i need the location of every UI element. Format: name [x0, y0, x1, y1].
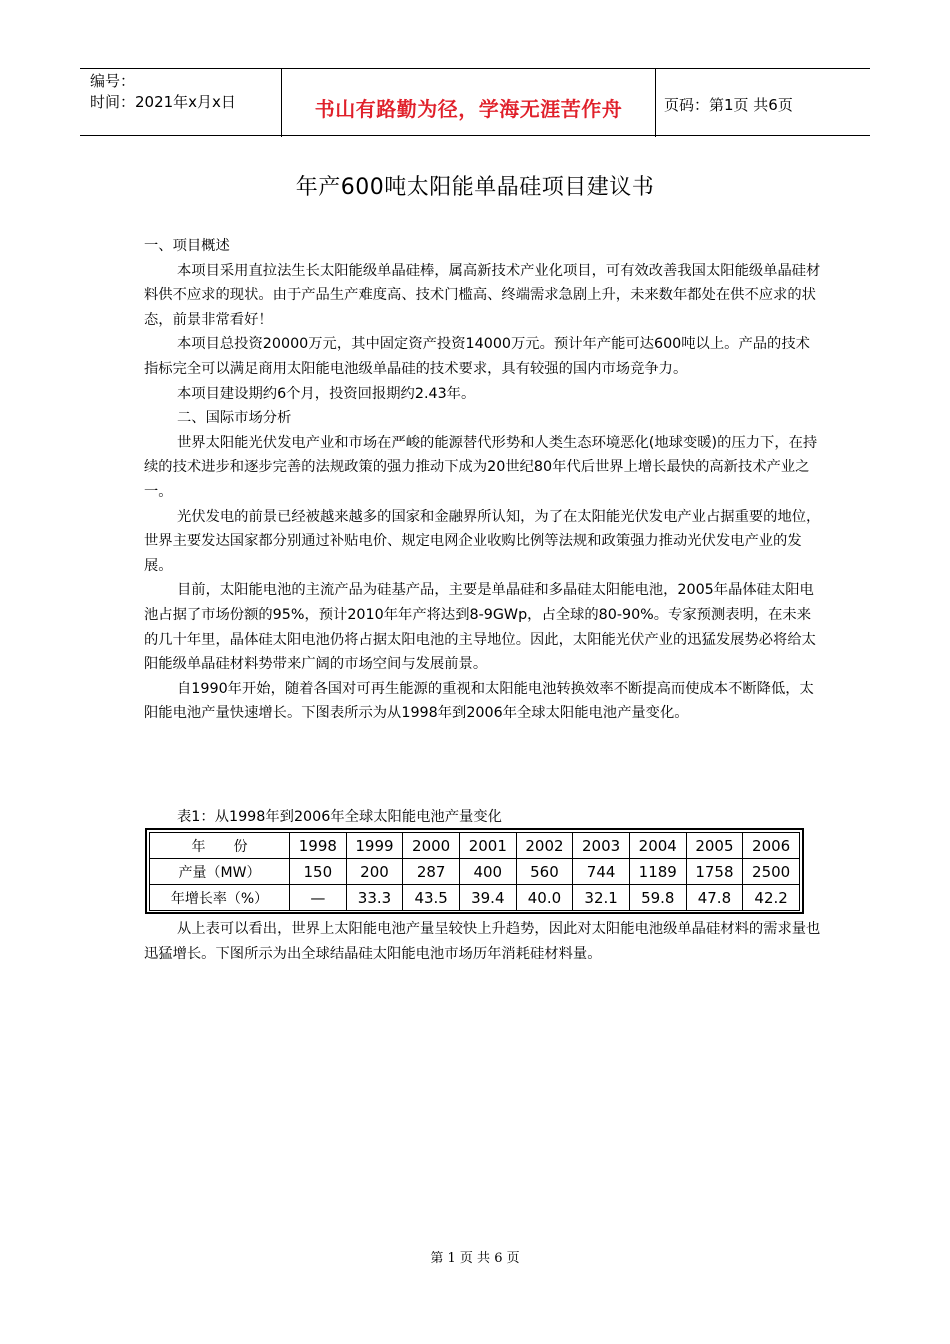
table-cell: — [290, 885, 347, 911]
header-divider [655, 69, 656, 137]
section-heading: 二、国际市场分析 [177, 410, 292, 427]
table-cell: 32.1 [573, 885, 630, 911]
doc-time-label: 时间：2021年x月x日 [90, 93, 236, 111]
table-cell: 2002 [516, 833, 573, 859]
header-motto: 书山有路勤为径，学海无涯苦作舟 [314, 97, 623, 121]
table-cell: 59.8 [629, 885, 686, 911]
paragraph: 本项目总投资20000万元，其中固定资产投资14000万元。预计年产能可达600吨以上。产品的技术指标完全可以满足商用太阳能电池级单晶硅的技术要求，具有较强的国内市场竞争力。 [144, 336, 810, 377]
table-cell: 42.2 [743, 885, 800, 911]
table-cell: 2001 [459, 833, 516, 859]
table-cell: 47.8 [686, 885, 743, 911]
table-cell: 39.4 [459, 885, 516, 911]
paragraph: 本项目建设期约6个月，投资回报期约2.43年。 [177, 385, 476, 402]
table-cell: 40.0 [516, 885, 573, 911]
paragraph: 自1990年开始，随着各国对可再生能源的重视和太阳能电池转换效率不断提高而使成本不断降低，太阳能电池产量快速增长。下图表所示为从1998年到2006年全球太阳能电池产量变化。 [144, 680, 814, 722]
table-cell: 744 [573, 859, 630, 885]
table-cell: 2004 [629, 833, 686, 859]
table-cell: 150 [290, 859, 347, 885]
table-cell: 1999 [346, 833, 403, 859]
document-body [144, 234, 824, 726]
table-cell: 年 份 [150, 833, 290, 859]
table-cell: 2500 [743, 859, 800, 885]
paragraph: 从上表可以看出，世界上太阳能电池产量呈较快上升趋势，因此对太阳能电池级单晶硅材料的需求量也迅猛增长。下图所示为出全球结晶硅太阳能电池市场历年消耗硅材料量。 [144, 921, 821, 962]
table-cell: 400 [459, 859, 516, 885]
table-row [150, 833, 800, 859]
table-cell: 2003 [573, 833, 630, 859]
header-meta [90, 71, 236, 113]
table-cell: 33.3 [346, 885, 403, 911]
page-footer: 第 1 页 共 6 页 [430, 1251, 520, 1266]
table-cell: 1998 [290, 833, 347, 859]
paragraph: 光伏发电的前景已经被越来越多的国家和金融界所认知，为了在太阳能光伏发电产业占据重要的地位，世界主要发达国家都分别通过补贴电价、规定电网企业收购比例等法规和政策强力推动光伏发电产业的发展。 [144, 508, 821, 574]
after-table-text [144, 917, 824, 966]
paragraph: 本项目采用直拉法生长太阳能级单晶硅棒，属高新技术产业化项目，可有效改善我国太阳能级单晶硅材料供不应求的现状。由于产品生产难度高、技术门槛高、终端需求急剧上升，未来数年都处在供不应求的状态，前景非常看好！ [144, 262, 821, 328]
table-cell: 43.5 [403, 885, 460, 911]
table-cell: 产量（MW） [150, 859, 290, 885]
table-cell: 1189 [629, 859, 686, 885]
production-table [145, 828, 804, 914]
paragraph: 世界太阳能光伏发电产业和市场在严峻的能源替代形势和人类生态环境恶化(地球变暖)的压力下，在持续的技术进步和逐步完善的法规政策的强力推动下成为20世纪80年代后世界上增长最快的高新技术产业之一。 [144, 434, 818, 500]
doc-number-label: 编号： [90, 72, 136, 90]
table-caption: 表1：从1998年到2006年全球太阳能电池产量变化 [177, 809, 502, 825]
table-row [150, 885, 800, 911]
paragraph: 目前，太阳能电池的主流产品为硅基产品，主要是单晶硅和多晶硅太阳能电池，2005年晶体硅太阳电池占据了市场份额的95%，预计2010年年产将达到8-9GWp，占全球的80-90%。专家预测表明，在未来的几十年里，晶体硅太阳电池仍将占据太阳电池的主导地位。因此，太阳能光伏产业的迅猛发展势必将给太阳能级单晶硅材料势带来广阔的市场空间与发展前景。 [144, 582, 816, 673]
table-cell: 年增长率（%） [150, 885, 290, 911]
section-heading: 一、项目概述 [144, 238, 230, 254]
table-row [150, 859, 800, 885]
table-cell: 2006 [743, 833, 800, 859]
page-header [80, 68, 870, 136]
table-cell: 287 [403, 859, 460, 885]
table-cell: 2005 [686, 833, 743, 859]
table-cell: 1758 [686, 859, 743, 885]
table-cell: 2000 [403, 833, 460, 859]
table-cell: 560 [516, 859, 573, 885]
table-cell: 200 [346, 859, 403, 885]
document-title: 年产600吨太阳能单晶硅项目建议书 [295, 175, 655, 200]
header-page-info: 页码：第1页 共6页 [664, 96, 793, 114]
